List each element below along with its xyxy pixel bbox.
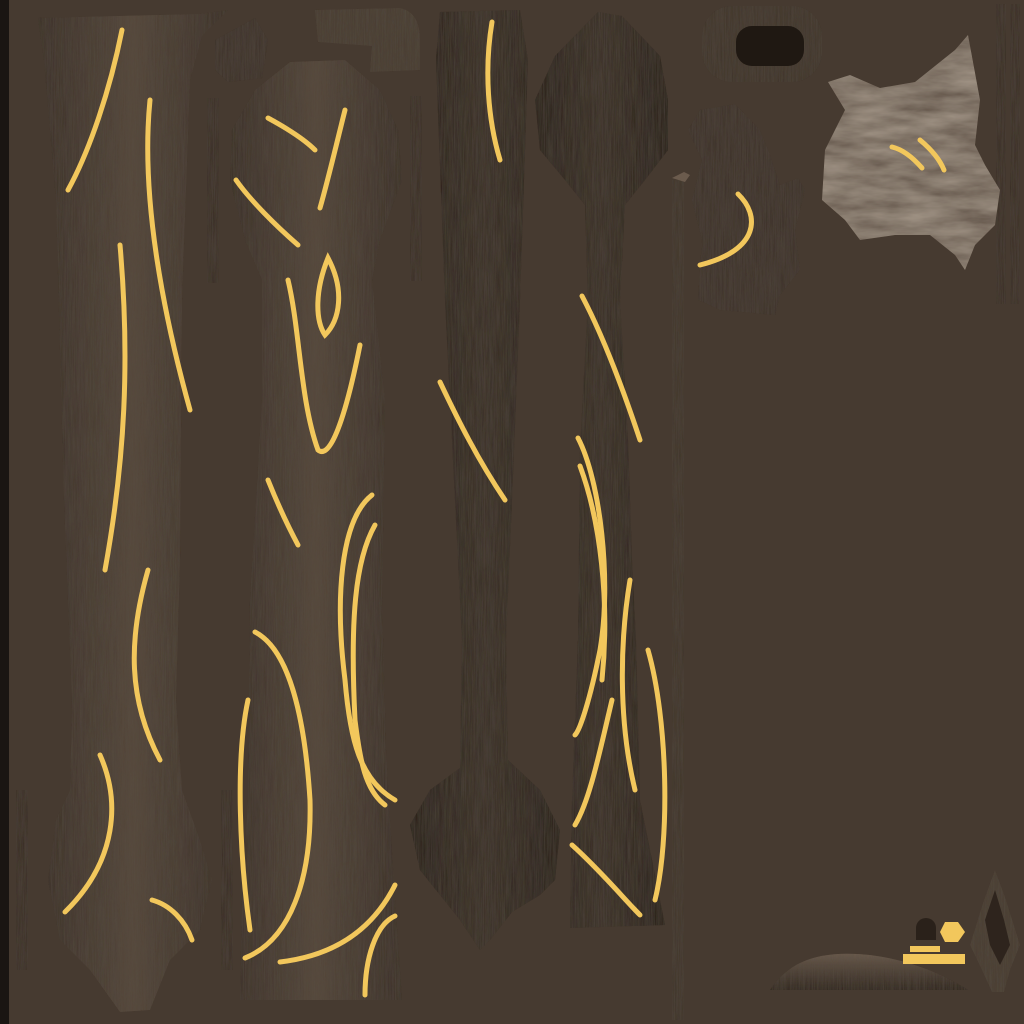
ring-piece	[702, 6, 822, 82]
strip-7	[1010, 4, 1020, 304]
small-bark-patch	[215, 18, 268, 82]
mid-bark-patch	[688, 104, 805, 315]
staff-shaft-spade	[535, 12, 668, 928]
wide-bark-patch	[822, 35, 1000, 270]
staff-shaft-carved	[230, 60, 402, 1000]
strip-6	[996, 4, 1006, 304]
strip-1	[207, 98, 219, 283]
strip-5	[672, 180, 684, 1020]
staff-shaft-plain	[410, 10, 560, 950]
staff-shaft-left	[38, 10, 228, 1012]
strip-4	[221, 790, 233, 970]
glow-swatches	[903, 918, 965, 964]
strip-3	[16, 790, 28, 970]
arrowhead	[970, 870, 1020, 992]
strip-2	[410, 96, 422, 281]
